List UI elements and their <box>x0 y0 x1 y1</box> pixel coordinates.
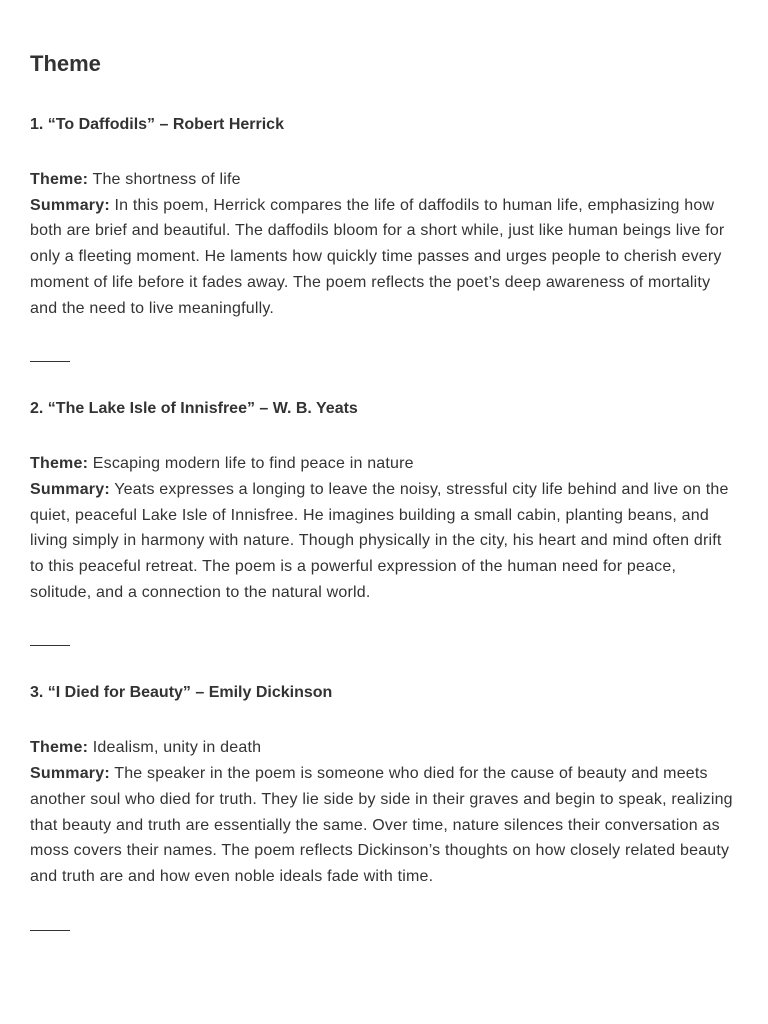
theme-line <box>30 735 738 761</box>
summary-paragraph <box>30 193 738 322</box>
theme-line <box>30 167 738 193</box>
poem-section-1 <box>30 115 738 362</box>
section-heading: 3. “I Died for Beauty” – Emily Dickinson <box>30 684 333 702</box>
theme-text: Idealism, unity in death <box>92 739 262 757</box>
section-heading: 1. “To Daffodils” – Robert Herrick <box>30 116 284 133</box>
section-body <box>30 451 738 605</box>
theme-text: Escaping modern life to find peace in nature <box>92 455 414 473</box>
theme-line <box>30 451 738 477</box>
section-divider <box>30 361 70 362</box>
theme-label: Theme: <box>30 739 89 757</box>
summary-text: Yeats expresses a longing to leave the noisy, stressful city life behind and live on the quiet, peaceful Lake Isle of Innisfree. He imagines building a small cabin, planting beans, and living simply in harmony with nature. Though physically in the city, his heart and mind often drift to this peaceful retreat. The poem is a powerful expression of the human need for peace, solitude, and a connection to the natural world. <box>30 480 729 601</box>
section-divider <box>30 645 70 646</box>
summary-label: Summary: <box>30 480 110 498</box>
poem-section-2 <box>30 399 738 646</box>
summary-paragraph <box>30 477 738 606</box>
section-heading: 2. “The Lake Isle of Innisfree” – W. B. Yeats <box>30 400 358 418</box>
theme-label: Theme: <box>30 171 89 188</box>
section-body <box>30 735 738 889</box>
summary-text: In this poem, Herrick compares the life of daffodils to human life, emphasizing how both are brief and beautiful. The daffodils bloom for a short while, just like human beings live for only a fleeting moment. He laments how quickly time passes and urges people to cherish every moment of life before it fades away. The poem reflects the poet’s deep awareness of mortality and the need to live meaningfully. <box>30 196 725 317</box>
section-body <box>30 167 738 321</box>
summary-paragraph <box>30 761 738 890</box>
theme-label: Theme: <box>30 455 89 473</box>
summary-label: Summary: <box>30 196 110 214</box>
summary-text: The speaker in the poem is someone who died for the cause of beauty and meets another soul who died for truth. They lie side by side in their graves and begin to speak, realizing that beauty and truth are essentially the same. Over time, nature silences their conversation as moss covers their names. The poem reflects Dickinson’s thoughts on how closely related beauty and truth are and how even noble ideals fade with time. <box>30 765 733 885</box>
poem-section-3 <box>30 683 738 930</box>
summary-label: Summary: <box>30 765 110 783</box>
section-divider <box>30 930 70 931</box>
page-title: Theme <box>30 51 101 76</box>
theme-text: The shortness of life <box>92 171 241 188</box>
